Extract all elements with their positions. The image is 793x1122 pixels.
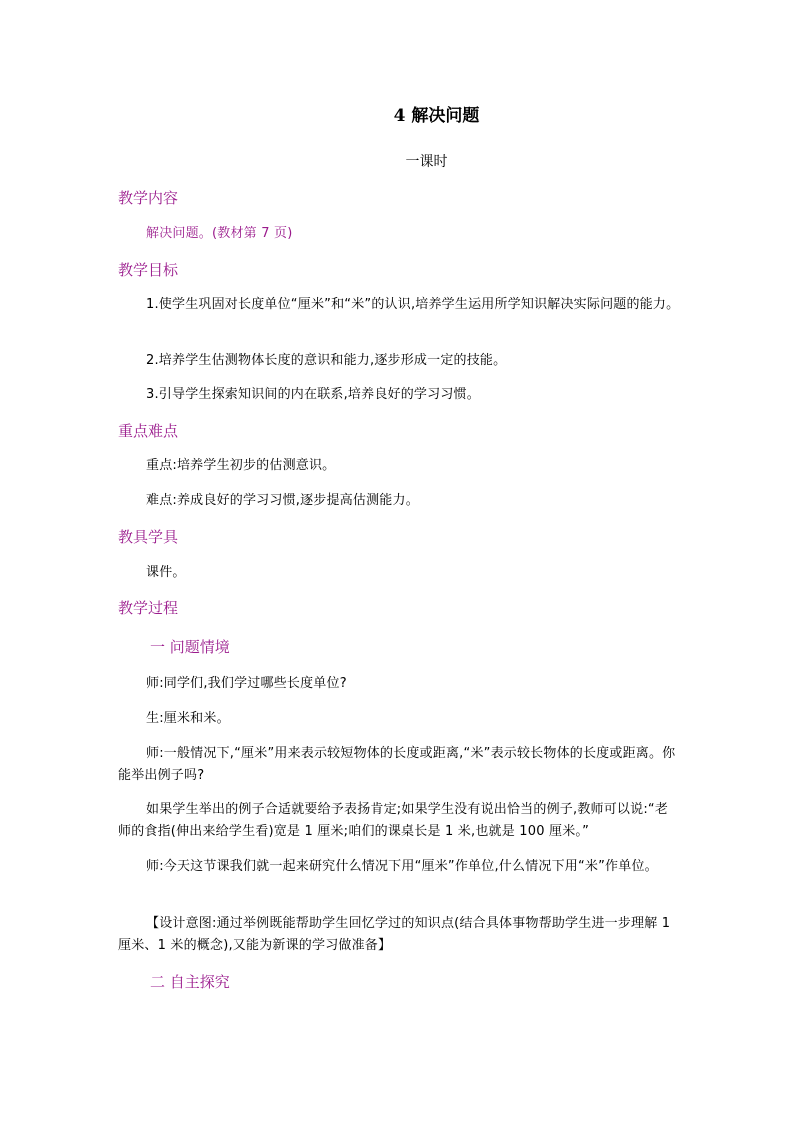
process-paragraph-5: 师:今天这节课我们就一起来研究什么情况下用“厘米”作单位,什么情况下用“米”作单位。 bbox=[146, 859, 658, 874]
process-paragraph-3: 师:一般情况下,“厘米”用来表示较短物体的长度或距离,“米”表示较长物体的长度或距离。你能举出例子吗? bbox=[118, 746, 676, 783]
process-paragraph-2: 生:厘米和米。 bbox=[146, 711, 230, 726]
section-heading-key-points: 重点难点 bbox=[118, 422, 179, 440]
process-paragraph-4: 如果学生举出的例子合适就要给予表扬肯定;如果学生没有说出恰当的例子,教师可以说:“老师的食指(伸出来给学生看)宽是 1 厘米;咱们的课桌长是 1 米,也就是 100 厘米。” bbox=[118, 802, 669, 839]
goal-item-1: 1.使学生巩固对长度单位“厘米”和“米”的认识,培养学生运用所学知识解决实际问题的能力。 bbox=[146, 297, 680, 312]
document-title: 4 解决问题 bbox=[393, 106, 480, 126]
section-heading-content: 教学内容 bbox=[118, 189, 179, 207]
section-heading-tools: 教具学具 bbox=[118, 528, 179, 546]
document-subtitle: 一课时 bbox=[405, 154, 448, 170]
key-point-item-2: 难点:养成良好的学习习惯,逐步提高估测能力。 bbox=[146, 493, 419, 508]
section-heading-goals: 教学目标 bbox=[118, 261, 179, 279]
step-heading-2: 二 自主探究 bbox=[150, 973, 230, 991]
design-intent-note: 【设计意图:通过举例既能帮助学生回忆学过的知识点(结合具体事物帮助学生进一步理解 1 厘米、1 米的概念),又能为新课的学习做准备】 bbox=[118, 916, 671, 953]
goal-item-3: 3.引导学生探索知识间的内在联系,培养良好的学习习惯。 bbox=[146, 387, 480, 402]
tools-text: 课件。 bbox=[146, 565, 186, 580]
step-heading-1: 一 问题情境 bbox=[150, 638, 230, 656]
goal-item-2: 2.培养学生估测物体长度的意识和能力,逐步形成一定的技能。 bbox=[146, 353, 507, 368]
content-text: 解决问题。(教材第 7 页) bbox=[146, 226, 293, 241]
process-paragraph-1: 师:同学们,我们学过哪些长度单位? bbox=[146, 676, 347, 691]
key-point-item-1: 重点:培养学生初步的估测意识。 bbox=[146, 458, 336, 473]
section-heading-process: 教学过程 bbox=[118, 599, 179, 617]
